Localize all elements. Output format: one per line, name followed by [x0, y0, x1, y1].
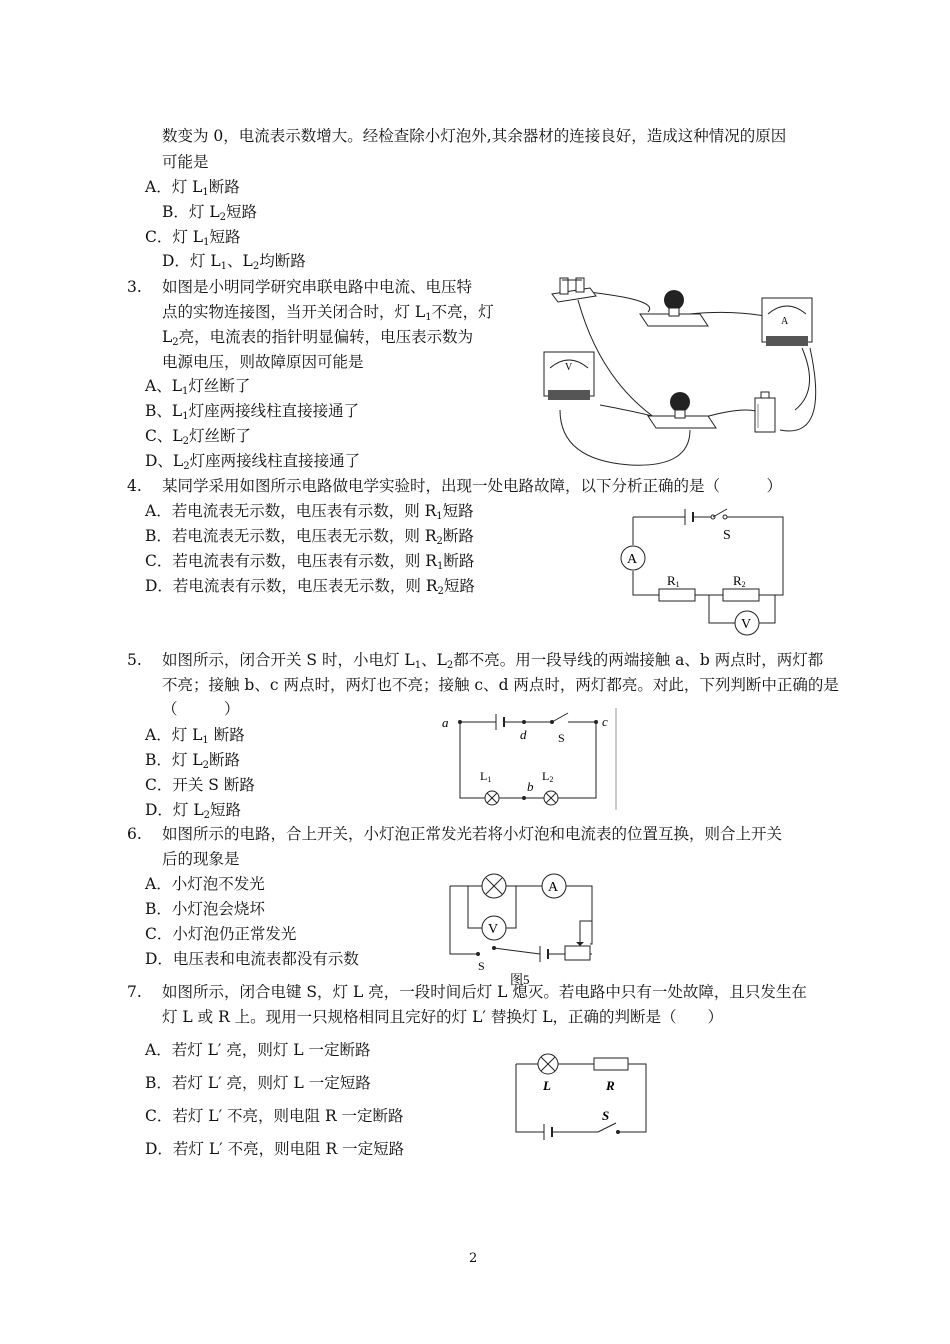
q7-option-b: B．若灯 L′ 亮，则灯 L 一定短路 [145, 1074, 371, 1092]
switch-icon [552, 278, 596, 302]
q2-option-d: D．灯 $L_1$、$L_2$均断路 [162, 252, 306, 272]
svg-text:S: S [478, 959, 485, 973]
q3-option-b: B、$L_1$灯座两接线柱直接接通了 [145, 402, 360, 422]
q5-number: 5. [127, 651, 142, 669]
battery-icon [755, 392, 775, 432]
voltmeter-icon [544, 352, 594, 400]
ammeter-symbol [621, 546, 645, 570]
q4-option-b: B．若电流表无示数，电压表无示数，则 $R_2$断路 [145, 527, 474, 547]
voltmeter-symbol [735, 611, 759, 635]
lamp-l2-symbol [544, 791, 558, 805]
q5-stem-line1: 如图所示，闭合开关 S 时，小电灯 $L_1$、$L_2$都不亮。用一段导线的两端接触 a、b 两点时，两灯都 [162, 651, 824, 671]
q5-option-c: C．开关 S 断路 [145, 776, 255, 794]
resistor-r-symbol [594, 1058, 628, 1070]
svg-text:R: R [606, 1078, 615, 1093]
svg-text:V: V [741, 617, 752, 632]
svg-text:R1: R1 [667, 573, 680, 589]
svg-text:A: A [627, 552, 638, 567]
q4-option-d: D．若电流表有示数，电压表无示数，则 $R_2$短路 [145, 577, 475, 597]
q7-option-c: C．若灯 L′ 不亮，则电阻 R 一定断路 [145, 1107, 404, 1125]
svg-text:S: S [602, 1108, 610, 1123]
q7-option-a: A．若灯 L′ 亮，则灯 L 一定断路 [145, 1041, 371, 1059]
q6-circuit-figure [440, 866, 605, 986]
q3-option-a: A、$L_1$灯丝断了 [145, 377, 251, 397]
svg-text:R2: R2 [733, 573, 746, 589]
q2-option-a: A．灯 $L_1$断路 [145, 178, 240, 198]
q7-stem-line1: 如图所示，闭合电键 S，灯 L 亮，一段时间后灯 L 熄灭。若电路中只有一处故障，且只发生在 [162, 983, 807, 1001]
lamp-l1-symbol [485, 791, 499, 805]
resistor-r1 [659, 573, 695, 601]
rheostat-symbol [565, 946, 590, 960]
q4-circuit-figure [615, 505, 795, 640]
q5-stem-line3: （ ） [162, 700, 240, 718]
q6-option-c: C．小灯泡仍正常发光 [145, 925, 297, 943]
ammeter-symbol [542, 874, 566, 898]
svg-text:a: a [442, 715, 449, 730]
lamp-symbol [482, 874, 506, 898]
q3-stem-line2: 点的实物连接图，当开关闭合时，灯 $L_1$不亮，灯 [162, 303, 494, 323]
q7-number: 7. [127, 983, 142, 1001]
q4-number: 4. [127, 477, 142, 495]
q6-option-a: A．小灯泡不发光 [145, 875, 265, 893]
svg-text:L: L [543, 1078, 551, 1093]
q6-stem-line2: 后的现象是 [162, 850, 240, 868]
q6-stem-line1: 如图所示的电路，合上开关，小灯泡正常发光若将小灯泡和电流表的位置互换，则合上开关 [162, 825, 783, 843]
lamp-l-symbol [538, 1054, 558, 1074]
q4-stem: 某同学采用如图所示电路做电学实验时，出现一处电路故障，以下分析正确的是（ ） [162, 477, 783, 495]
ammeter-icon [762, 298, 812, 346]
q6-option-b: B．小灯泡会烧坏 [145, 900, 265, 918]
q3-number: 3. [127, 278, 142, 296]
svg-text:A: A [548, 880, 559, 895]
q5-option-d: D．灯 $L_2$短路 [145, 801, 242, 821]
q3-stem-line3: $L_2$亮，电流表的指针明显偏转，电压表示数为 [162, 328, 474, 348]
switch-label: S [723, 528, 731, 543]
q7-circuit-figure [510, 1052, 660, 1144]
q6-number: 6. [127, 825, 142, 843]
q5-stem-line2: 不亮；接触 b、c 两点时，两灯也不亮；接触 c、d 两点时，两灯都亮。对此，下列判断中正确的是 [162, 676, 839, 694]
q2-stem-line1: 数变为 0，电流表示数增大。经检查除小灯泡外,其余器材的连接良好，造成这种情况的原因 [162, 127, 787, 145]
voltmeter-symbol [482, 916, 506, 940]
q4-option-c: C．若电流表有示数，电压表有示数，则 $R_1$断路 [145, 552, 475, 572]
q7-option-d: D．若灯 L′ 不亮，则电阻 R 一定短路 [145, 1140, 405, 1158]
figure-caption: 图5 [510, 972, 530, 986]
resistor-r2 [723, 573, 759, 601]
q3-circuit-figure [540, 270, 825, 470]
bulb-l1-icon [640, 290, 708, 326]
q5-option-b: B．灯 $L_2$断路 [145, 751, 241, 771]
svg-text:L2: L2 [542, 769, 554, 784]
q3-stem-line4: 电源电压，则故障原因可能是 [162, 353, 364, 371]
q2-option-b: B．灯 $L_2$短路 [162, 203, 258, 223]
q5-circuit-figure [440, 708, 620, 810]
q3-option-d: D、$L_2$灯座两接线柱直接接通了 [145, 452, 361, 472]
svg-text:L1: L1 [480, 769, 492, 784]
svg-text:S: S [558, 731, 565, 745]
q2-stem-line2: 可能是 [162, 153, 209, 171]
svg-text:V: V [565, 362, 573, 373]
page-number: 2 [469, 1251, 478, 1266]
svg-text:V: V [488, 922, 499, 937]
q4-option-a: A．若电流表无示数，电压表有示数，则 $R_1$短路 [145, 502, 474, 522]
q6-option-d: D．电压表和电流表都没有示数 [145, 950, 359, 968]
svg-text:b: b [527, 779, 534, 794]
q3-stem-line1: 如图是小明同学研究串联电路中电流、电压特 [162, 278, 473, 296]
bulb-l2-icon [648, 392, 716, 428]
svg-text:c: c [602, 714, 608, 729]
q5-option-a: A．灯 $L_1$ 断路 [145, 726, 245, 746]
q7-stem-line2: 灯 L 或 R 上。现用一只规格相同且完好的灯 L′ 替换灯 L，正确的判断是（ ） [162, 1008, 724, 1026]
q3-option-c: C、$L_2$灯丝断了 [145, 427, 252, 447]
q2-option-c: C．灯 $L_1$短路 [145, 228, 241, 248]
svg-text:A: A [781, 316, 789, 327]
svg-text:d: d [520, 727, 527, 742]
